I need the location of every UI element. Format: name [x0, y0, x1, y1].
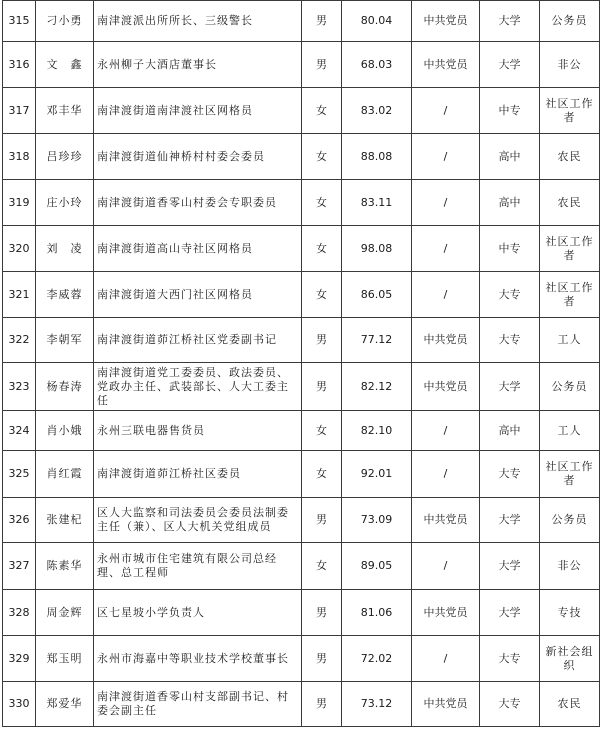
gender: 男 [302, 498, 342, 543]
table-row [3, 682, 600, 727]
score-value: 92.01 [342, 451, 412, 498]
political-status: / [412, 451, 480, 498]
score-value: 83.11 [342, 180, 412, 226]
table-row [3, 272, 600, 318]
work-unit: 南津渡街道仙神桥村村委会委员 [94, 134, 302, 180]
score-value: 88.08 [342, 134, 412, 180]
person-name: 肖小娥 [36, 411, 94, 451]
person-name: 郑玉明 [36, 636, 94, 682]
political-status: 中共党员 [412, 318, 480, 363]
table-row [3, 590, 600, 636]
row-number: 323 [3, 363, 36, 411]
work-unit: 永州柳子大酒店董事长 [94, 42, 302, 88]
education-level: 高中 [480, 180, 540, 226]
person-name: 庄小玲 [36, 180, 94, 226]
category: 公务员 [540, 498, 600, 543]
gender: 女 [302, 543, 342, 590]
table-row [3, 42, 600, 88]
person-name: 文 鑫 [36, 42, 94, 88]
row-number: 316 [3, 42, 36, 88]
category: 非公 [540, 543, 600, 590]
score-value: 83.02 [342, 88, 412, 134]
table-row [3, 636, 600, 682]
table-row [3, 498, 600, 543]
work-unit: 南津渡街道茆江桥社区党委副书记 [94, 318, 302, 363]
row-number: 321 [3, 272, 36, 318]
political-status: / [412, 636, 480, 682]
political-status: 中共党员 [412, 1, 480, 42]
work-unit: 南津渡街道香零山村支部副书记、村委会副主任 [94, 682, 302, 727]
work-unit: 南津渡街道香零山村委会专职委员 [94, 180, 302, 226]
table-row [3, 451, 600, 498]
row-number: 320 [3, 226, 36, 272]
category: 非公 [540, 42, 600, 88]
education-level: 大专 [480, 636, 540, 682]
political-status: 中共党员 [412, 498, 480, 543]
row-number: 327 [3, 543, 36, 590]
category: 社区工作者 [540, 88, 600, 134]
table-row [3, 180, 600, 226]
score-value: 72.02 [342, 636, 412, 682]
education-level: 大专 [480, 318, 540, 363]
political-status: 中共党员 [412, 590, 480, 636]
work-unit: 南津渡街道南津渡社区网格员 [94, 88, 302, 134]
score-value: 86.05 [342, 272, 412, 318]
person-name: 周金辉 [36, 590, 94, 636]
education-level: 大学 [480, 543, 540, 590]
education-level: 大专 [480, 682, 540, 727]
gender: 女 [302, 411, 342, 451]
score-value: 98.08 [342, 226, 412, 272]
category: 社区工作者 [540, 226, 600, 272]
row-number: 319 [3, 180, 36, 226]
gender: 女 [302, 272, 342, 318]
person-name: 陈素华 [36, 543, 94, 590]
row-number: 317 [3, 88, 36, 134]
education-level: 高中 [480, 134, 540, 180]
person-name: 张建杞 [36, 498, 94, 543]
gender: 女 [302, 88, 342, 134]
table-row [3, 134, 600, 180]
gender: 男 [302, 363, 342, 411]
score-value: 82.12 [342, 363, 412, 411]
member-table [2, 0, 600, 727]
political-status: 中共党员 [412, 682, 480, 727]
work-unit: 南津渡街道党工委委员、政法委员、党政办主任、武装部长、人大工委主任 [94, 363, 302, 411]
person-name: 杨春涛 [36, 363, 94, 411]
table-row [3, 363, 600, 411]
row-number: 318 [3, 134, 36, 180]
category: 农民 [540, 180, 600, 226]
gender: 女 [302, 226, 342, 272]
person-name: 李朝军 [36, 318, 94, 363]
person-name: 李威蓉 [36, 272, 94, 318]
row-number: 324 [3, 411, 36, 451]
person-name: 邓丰华 [36, 88, 94, 134]
row-number: 328 [3, 590, 36, 636]
category: 专技 [540, 590, 600, 636]
political-status: / [412, 411, 480, 451]
category: 新社会组织 [540, 636, 600, 682]
category: 社区工作者 [540, 451, 600, 498]
political-status: / [412, 88, 480, 134]
gender: 男 [302, 590, 342, 636]
gender: 女 [302, 180, 342, 226]
score-value: 89.05 [342, 543, 412, 590]
category: 公务员 [540, 1, 600, 42]
person-name: 郑爱华 [36, 682, 94, 727]
row-number: 325 [3, 451, 36, 498]
gender: 男 [302, 1, 342, 42]
political-status: / [412, 226, 480, 272]
work-unit: 永州市海嘉中等职业技术学校董事长 [94, 636, 302, 682]
gender: 女 [302, 451, 342, 498]
work-unit: 南津渡街道大西门社区网格员 [94, 272, 302, 318]
table-row [3, 1, 600, 42]
score-value: 80.04 [342, 1, 412, 42]
row-number: 322 [3, 318, 36, 363]
gender: 女 [302, 134, 342, 180]
work-unit: 南津渡派出所所长、三级警长 [94, 1, 302, 42]
score-value: 68.03 [342, 42, 412, 88]
row-number: 326 [3, 498, 36, 543]
category: 社区工作者 [540, 272, 600, 318]
table-row [3, 226, 600, 272]
score-value: 81.06 [342, 590, 412, 636]
category: 工人 [540, 318, 600, 363]
person-name: 肖红霞 [36, 451, 94, 498]
political-status: / [412, 543, 480, 590]
work-unit: 南津渡街道高山寺社区网格员 [94, 226, 302, 272]
work-unit: 区七星坡小学负责人 [94, 590, 302, 636]
category: 农民 [540, 682, 600, 727]
work-unit: 永州三联电器售货员 [94, 411, 302, 451]
gender: 男 [302, 682, 342, 727]
category: 工人 [540, 411, 600, 451]
political-status: / [412, 180, 480, 226]
row-number: 330 [3, 682, 36, 727]
political-status: 中共党员 [412, 42, 480, 88]
score-value: 77.12 [342, 318, 412, 363]
political-status: / [412, 272, 480, 318]
education-level: 大学 [480, 498, 540, 543]
person-name: 吕珍珍 [36, 134, 94, 180]
gender: 男 [302, 42, 342, 88]
education-level: 大学 [480, 1, 540, 42]
table-row [3, 543, 600, 590]
category: 农民 [540, 134, 600, 180]
education-level: 中专 [480, 226, 540, 272]
work-unit: 南津渡街道茆江桥社区委员 [94, 451, 302, 498]
work-unit: 永州市城市住宅建筑有限公司总经理、总工程师 [94, 543, 302, 590]
score-value: 73.09 [342, 498, 412, 543]
education-level: 大专 [480, 451, 540, 498]
table-row [3, 411, 600, 451]
table-row [3, 88, 600, 134]
table-row [3, 318, 600, 363]
category: 公务员 [540, 363, 600, 411]
education-level: 大专 [480, 272, 540, 318]
education-level: 大学 [480, 42, 540, 88]
gender: 男 [302, 636, 342, 682]
gender: 男 [302, 318, 342, 363]
person-name: 刘 凌 [36, 226, 94, 272]
education-level: 大学 [480, 590, 540, 636]
political-status: / [412, 134, 480, 180]
education-level: 高中 [480, 411, 540, 451]
work-unit: 区人大监察和司法委员会委员法制委主任（兼）、区人大机关党组成员 [94, 498, 302, 543]
person-name: 刁小勇 [36, 1, 94, 42]
row-number: 315 [3, 1, 36, 42]
education-level: 中专 [480, 88, 540, 134]
education-level: 大学 [480, 363, 540, 411]
score-value: 82.10 [342, 411, 412, 451]
row-number: 329 [3, 636, 36, 682]
political-status: 中共党员 [412, 363, 480, 411]
score-value: 73.12 [342, 682, 412, 727]
